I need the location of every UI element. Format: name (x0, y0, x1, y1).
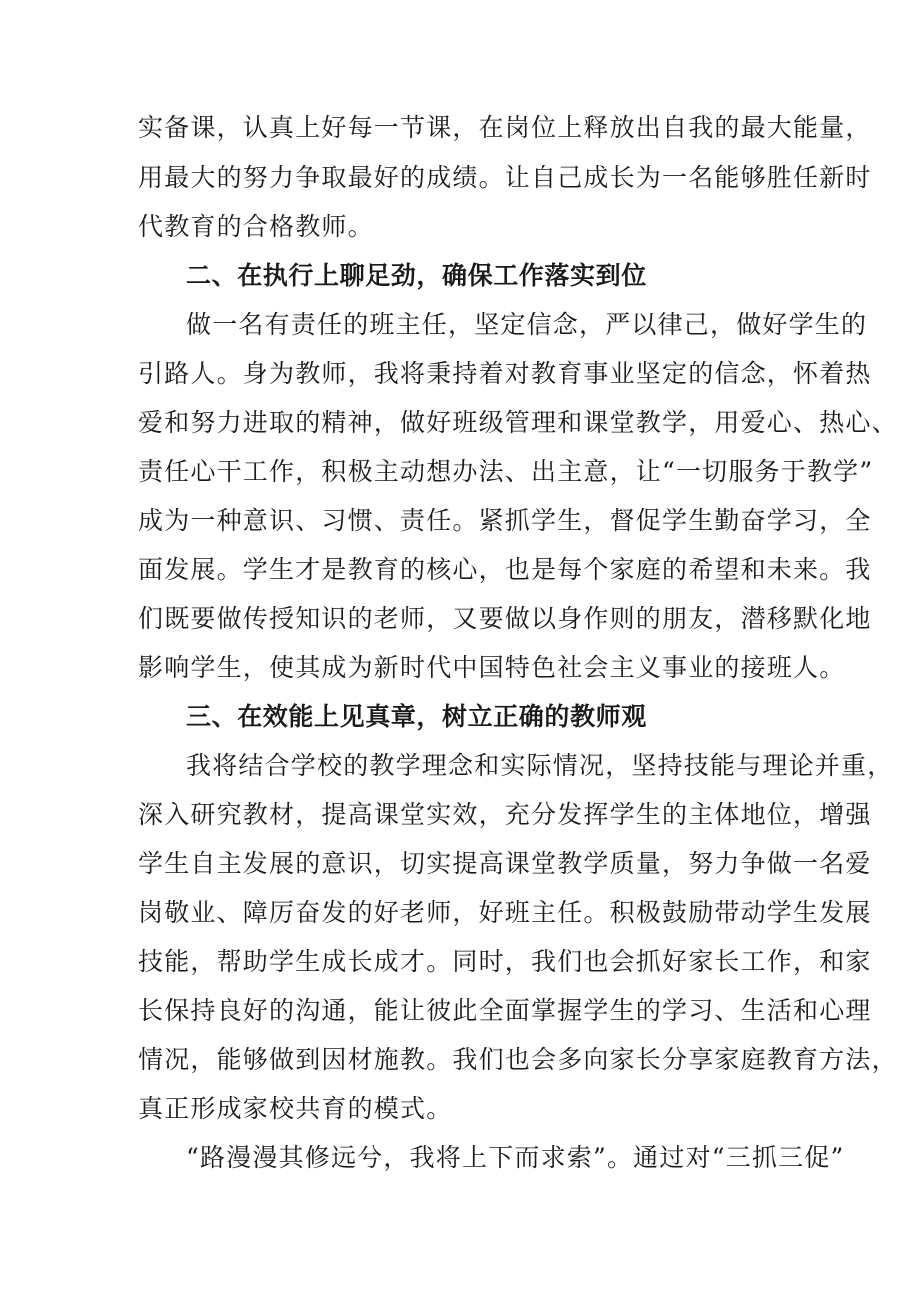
paragraph-line: 实备课，认真上好每一节课，在岗位上释放出自我的最大能量， (138, 113, 872, 142)
paragraph-line: 面发展。学生才是教育的核心，也是每个家庭的希望和未来。我 (138, 555, 872, 584)
paragraph-line: 深入研究教材，提高课堂实效，充分发挥学生的主体地位，增强 (138, 800, 872, 829)
paragraph-line: 爱和努力进取的精神，做好班级管理和课堂教学，用爱心、热心、 (138, 408, 898, 437)
paragraph-line: 责任心干工作，积极主动想办法、出主意，让“一切服务于教学” (138, 457, 874, 486)
paragraph-line: 影响学生，使其成为新时代中国特色社会主义事业的接班人。 (138, 653, 846, 682)
paragraph-line: 成为一种意识、习惯、责任。紧抓学生，督促学生勤奋学习，全 (138, 506, 872, 535)
paragraph-line: 代教育的合格教师。 (138, 212, 374, 241)
paragraph-line: 长保持良好的沟通，能让彼此全面掌握学生的学习、生活和心理 (138, 996, 872, 1025)
paragraph-line: 引路人。身为教师，我将秉持着对教育事业坚定的信念，怀着热 (138, 359, 872, 388)
paragraph-line: 真正形成家校共育的模式。 (138, 1094, 453, 1123)
paragraph-line: 我将结合学校的教学理念和实际情况，坚持技能与理论并重， (186, 751, 894, 780)
paragraph-line: 用最大的努力争取最好的成绩。让自己成长为一名能够胜任新时 (138, 163, 872, 192)
paragraph-line: 们既要做传授知识的老师，又要做以身作则的朋友，潜移默化地 (138, 604, 872, 633)
paragraph-line: 技能，帮助学生成长成才。同时，我们也会抓好家长工作，和家 (138, 947, 872, 976)
paragraph-line: 情况，能够做到因材施教。我们也会多向家长分享家庭教育方法， (138, 1045, 898, 1074)
paragraph-line: 做一名有责任的班主任，坚定信念，严以律己，做好学生的 (186, 310, 868, 339)
section-heading-3: 三、在效能上见真章，树立正确的教师观 (186, 702, 647, 731)
section-heading-2: 二、在执行上聊足劲，确保工作落实到位 (186, 261, 647, 290)
paragraph-line: 学生自主发展的意识，切实提高课堂教学质量，努力争做一名爱 (138, 849, 872, 878)
paragraph-line: 岗敬业、障厉奋发的好老师，好班主任。积极鼓励带动学生发展 (138, 898, 872, 927)
paragraph-line: “路漫漫其修远兮，我将上下而求索”。通过对“三抓三促” (186, 1143, 845, 1172)
